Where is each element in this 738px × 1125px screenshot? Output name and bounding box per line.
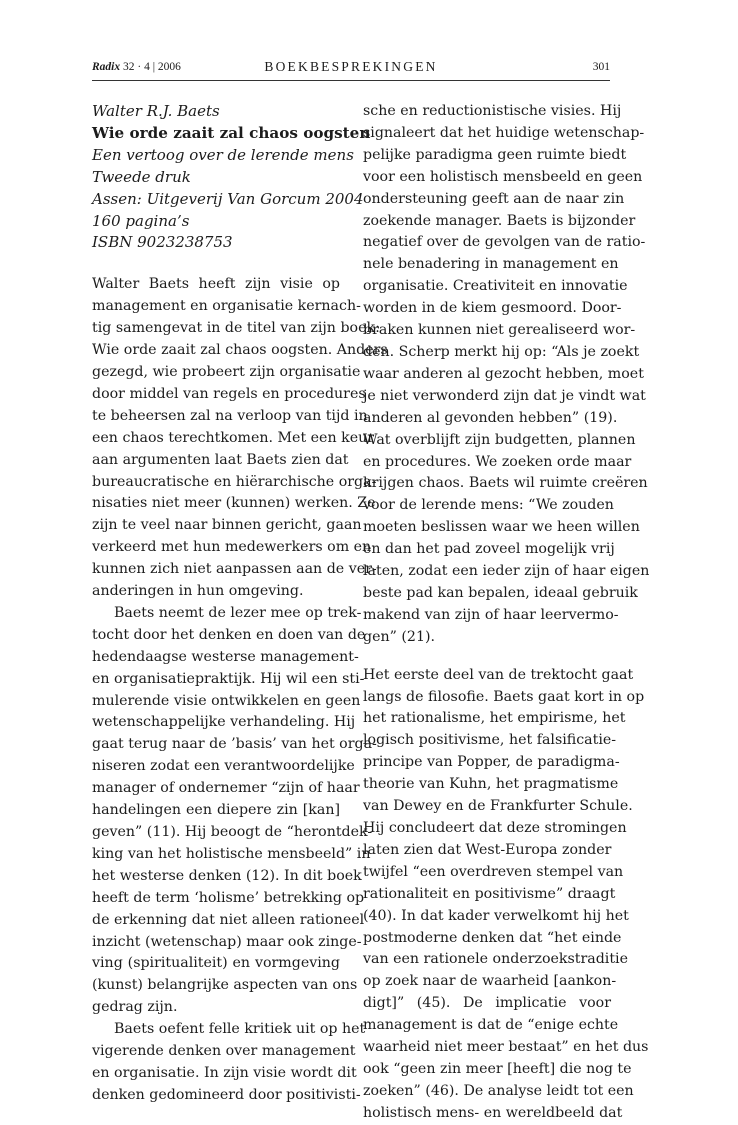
text-line: door middel van regels en procedures — [92, 385, 366, 402]
book-bibliography — [92, 101, 371, 254]
text-line: langs de filosofie. Baets gaat kort in op — [363, 688, 645, 705]
book-edition: Tweede druk — [92, 167, 191, 186]
journal-volume: 32 · 4 | 2006 — [123, 61, 181, 73]
text-line: waar anderen al gezocht hebben, moet — [363, 365, 644, 382]
text-line: pelijke paradigma geen ruimte biedt — [363, 146, 627, 163]
text-line: niseren zodat een verantwoordelijke — [92, 758, 355, 775]
text-line: anderen al gevonden hebben” (19). — [363, 409, 618, 426]
text-line: gezegd, wie probeert zijn organisatie — [92, 363, 361, 380]
text-line: management en organisatie kernach- — [92, 298, 361, 315]
text-line: sche en reductionistische visies. Hij — [363, 103, 622, 119]
text-line: inzicht (wetenschap) maar ook zinge- — [92, 933, 362, 950]
text-line: gedrag zijn. — [92, 999, 178, 1016]
text-line: en dan het pad zoveel mogelijk vrij — [363, 541, 615, 558]
text-line: op zoek naar de waarheid [aankon- — [363, 973, 617, 990]
text-line: ondersteuning geeft aan de naar zin — [363, 190, 625, 207]
text-line: theorie van Kuhn, het pragmatisme — [363, 776, 619, 793]
text-line: (kunst) belangrijke aspecten van ons — [92, 977, 358, 994]
text-line: aan argumenten laat Baets zien dat — [92, 451, 349, 468]
text-line: mulerende visie ontwikkelen en geen — [92, 692, 361, 709]
text-line: ving (spiritualiteit) en vormgeving — [92, 955, 340, 972]
text-line: het rationalisme, het empirisme, het — [363, 710, 626, 727]
text-line: denken gedomineerd door positivisti- — [92, 1086, 361, 1103]
text-line: tig samengevat in de titel van zijn boek: — [92, 320, 380, 337]
book-pages: 160 pagina’s — [92, 211, 190, 230]
text-line: en organisatie. In zijn visie wordt dit — [92, 1064, 357, 1081]
text-line: worden in de kiem gesmoord. Door- — [363, 300, 622, 317]
text-line: management is dat de “enige echte — [363, 1017, 619, 1034]
text-line: (40). In dat kader verwelkomt hij het — [363, 907, 629, 924]
text-line: beste pad kan bepalen, ideaal gebruik — [363, 584, 638, 601]
text-line: digt]” (45). De implicatie voor — [363, 995, 611, 1012]
text-line: de erkenning dat niet alleen rationeel — [92, 911, 365, 928]
text-line: geven” (11). Hij beoogt de “herontdek- — [92, 824, 373, 840]
text-line: ook “geen zin meer [heeft] die nog te — [363, 1060, 632, 1077]
text-line: van Dewey en de Frankfurter Schule. — [363, 798, 633, 815]
left-column — [92, 101, 388, 1107]
text-line: signaleert dat het huidige wetenschap- — [363, 124, 645, 141]
text-line: verkeerd met hun medewerkers om en — [92, 539, 372, 556]
text-line: kunnen zich niet aanpassen aan de ver- — [92, 561, 377, 578]
spacer — [92, 254, 340, 274]
text-line: rationaliteit en positivisme” draagt — [363, 885, 616, 902]
text-line: laten zien dat West-Europa zonder — [363, 841, 612, 858]
paragraph — [92, 603, 377, 1019]
text-line: heeft de term ‘holisme’ betrekking op — [92, 889, 365, 906]
text-line: vigerende denken over management — [92, 1043, 356, 1060]
book-isbn: ISBN 9023238753 — [92, 233, 233, 252]
text-line: Wie orde zaait zal chaos oogsten. Anders — [92, 342, 388, 359]
text-line: voor de lerende mens: “We zouden — [363, 497, 614, 514]
book-publisher: Assen: Uitgeverij Van Gorcum 2004 — [92, 189, 364, 208]
text-line: Het eerste deel van de trektocht gaat — [363, 666, 634, 683]
paragraph — [363, 101, 650, 649]
text-line: nisaties niet meer (kunnen) werken. Ze — [92, 495, 376, 512]
text-line: een chaos terechtkomen. Met een keur — [92, 429, 375, 446]
text-line: moeten beslissen waar we heen willen — [363, 519, 640, 536]
text-line: waarheid niet meer bestaat” en het dus — [363, 1039, 649, 1056]
text-line: zijn te veel naar binnen gericht, gaan — [92, 517, 362, 534]
text-line: anderingen in hun omgeving. — [92, 583, 304, 600]
text-line: krijgen chaos. Baets wil ruimte creëren — [363, 475, 648, 492]
section-title: BOEKBESPREKINGEN — [264, 59, 438, 74]
text-line: wetenschappelijke verhandeling. Hij — [92, 714, 356, 731]
text-line: makend van zijn of haar leervermo- — [363, 606, 619, 623]
text-line: king van het holistische mensbeeld” in — [92, 845, 371, 862]
text-line: voor een holistisch mensbeeld en geen — [363, 168, 643, 185]
spacer — [363, 649, 611, 665]
text-line: holistisch mens- en wereldbeeld dat — [363, 1104, 623, 1121]
text-line: Wat overblijft zijn budgetten, plannen — [363, 431, 636, 448]
text-line: handelingen een diepere zin [kan] — [92, 802, 340, 819]
book-subtitle: Een vertoog over de lerende mens — [92, 145, 354, 164]
book-author: Walter R.J. Baets — [92, 102, 220, 120]
text-line: zoeken” (46). De analyse leidt tot een — [363, 1082, 634, 1099]
right-column — [363, 101, 650, 1125]
text-line: je niet verwonderd zijn dat je vindt wat — [363, 387, 646, 404]
text-line: nele benadering in management en — [363, 256, 619, 273]
text-line: principe van Popper, de paradigma- — [363, 754, 620, 771]
paragraph — [363, 665, 649, 1125]
text-line: en organisatiepraktijk. Hij wil een sti- — [92, 670, 365, 687]
running-head — [92, 58, 610, 81]
text-line: hedendaagse westerse management- — [92, 648, 359, 665]
paragraph — [92, 274, 388, 603]
text-line: twijfel “een overdreven stempel van — [363, 863, 624, 880]
paragraph — [92, 1019, 366, 1107]
text-line: negatief over de gevolgen van de ratio- — [363, 234, 646, 251]
text-line: postmoderne denken dat “het einde — [363, 929, 622, 946]
book-title: Wie orde zaait zal chaos oogsten — [92, 123, 371, 142]
text-line: van een rationele onderzoekstraditie — [363, 951, 628, 968]
text-line: laten, zodat een ieder zijn of haar eigen — [363, 563, 650, 580]
text-line: den. Scherp merkt hij op: “Als je zoekt — [363, 343, 640, 360]
text-line: zoekende manager. Baets is bijzonder — [363, 212, 636, 229]
text-line: Hij concludeert dat deze stromingen — [363, 820, 627, 836]
text-line: manager of ondernemer “zijn of haar — [92, 780, 360, 797]
text-line: gen” (21). — [363, 628, 436, 645]
text-line: Walter Baets heeft zijn visie op — [92, 276, 340, 293]
text-line: Baets oefent felle kritiek uit op het — [114, 1021, 366, 1038]
text-line: Baets neemt de lezer mee op trek- — [114, 604, 362, 621]
text-line: tocht door het denken en doen van de — [92, 626, 366, 643]
text-line: te beheersen zal na verloop van tijd in — [92, 407, 368, 424]
journal-name: Radix — [92, 61, 121, 73]
page-number: 301 — [592, 61, 610, 73]
text-line: braken kunnen niet gerealiseerd wor- — [363, 322, 636, 339]
text-line: gaat terug naar de ’basis’ van het orga- — [92, 736, 377, 753]
text-line: logisch positivisme, het falsificatie- — [363, 732, 617, 749]
text-line: organisatie. Creativiteit en innovatie — [363, 278, 628, 295]
text-line: en procedures. We zoeken orde maar — [363, 453, 632, 470]
text-line: het westerse denken (12). In dit boek — [92, 867, 362, 884]
text-line: bureaucratische en hiërarchische orga- — [92, 473, 377, 490]
